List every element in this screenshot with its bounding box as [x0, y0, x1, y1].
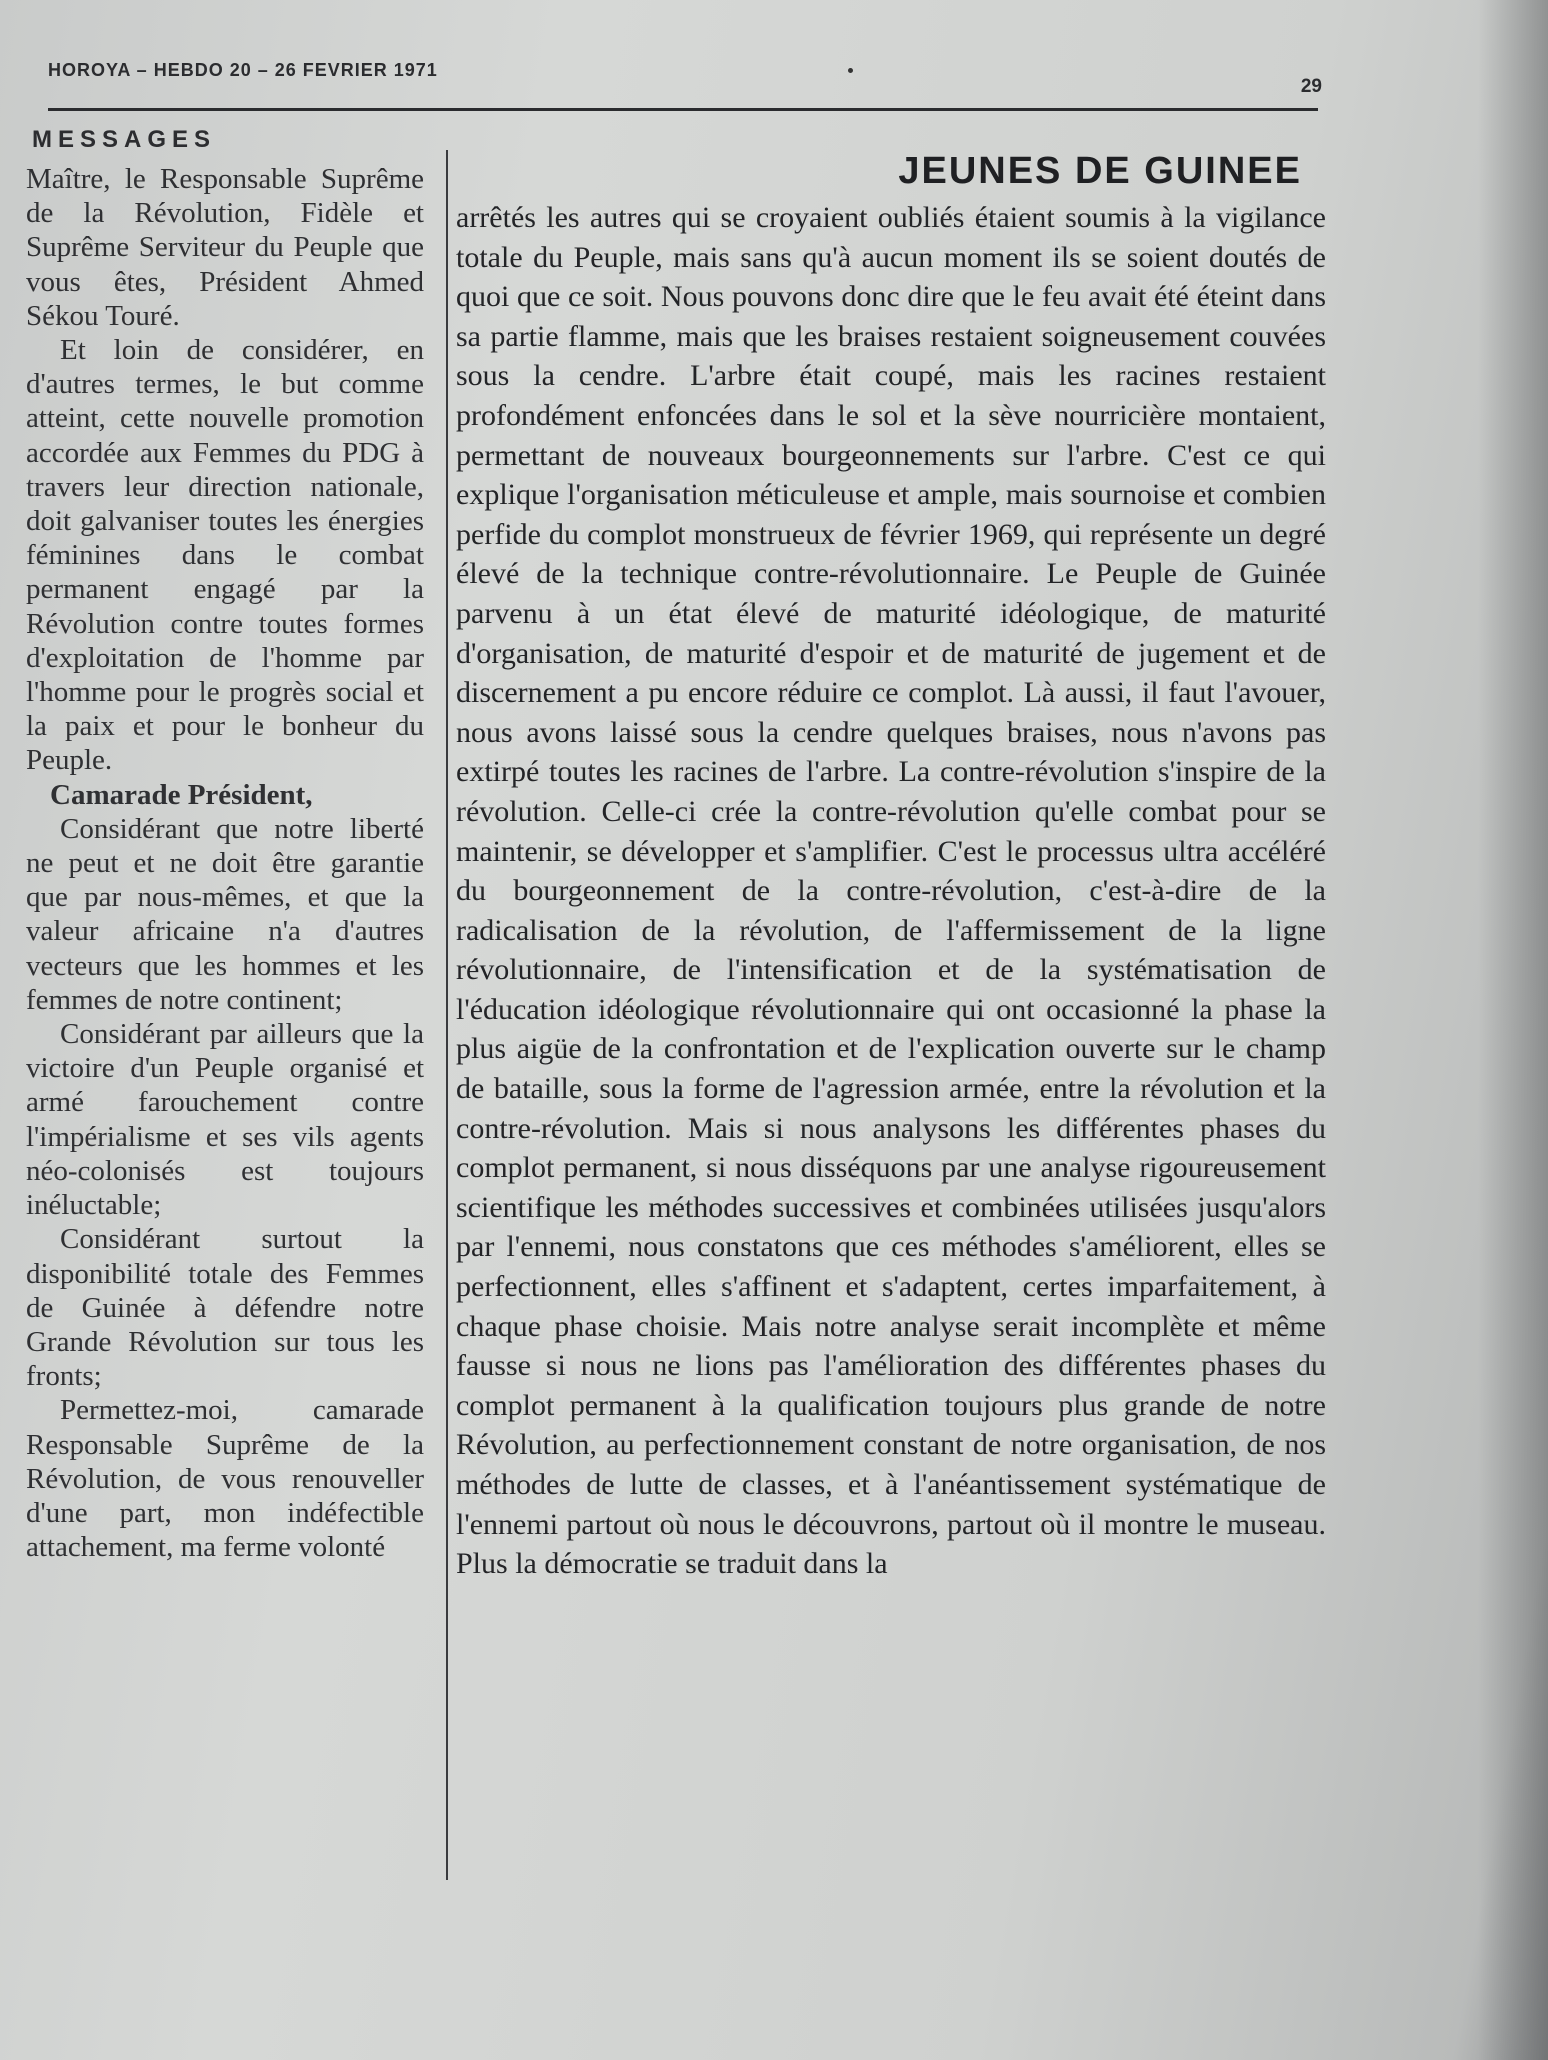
messages-title: MESSAGES [32, 126, 217, 153]
page-edge-shadow [1478, 0, 1548, 2060]
header-publication: HOROYA – HEBDO 20 – 26 FEVRIER 1971 [48, 60, 438, 80]
messages-paragraph: Permettez-moi, camarade Responsable Suprême de la Révolution, de vous renouveller d'une part, mon indéfectible attachement, ma ferme volonté [26, 1394, 424, 1564]
article-body: arrêtés les autres qui se croyaient oubliés étaient soumis à la vigilance totale du Peuple, mais sans qu'à aucun moment ils se soient doutés de quoi que ce soit. Nous pouvons donc dire que le feu avait été éteint dans sa partie flamme, mais que les braises restaient soigneusement couvées sous la cendre. L'arbre était coupé, mais les racines restaient profondément enfoncées dans le sol et la sève nourricière montaient, permettant de nouveaux bourgeonnements sur l'arbre. C'est ce qui explique l'organisation méticuleuse et ample, mais sournoise et combien perfide du complot monstrueux de février 1969, qui représente un degré élevé de la technique contre-révolutionnaire. Le Peuple de Guinée parvenu à un état élevé de maturité idéologique, de maturité d'organisation, de maturité d'espoir et de maturité de jugement et de discernement a pu encore réduire ce complot. Là aussi, il faut l'avouer, nous avons laissé sous la cendre quelques braises, nous n'avons pas extirpé toutes les racines de l'arbre. La contre-révolution s'inspire de la révolution. Celle-ci crée la contre-révolution qu'elle combat pour se maintenir, se développer et s'amplifier. C'est le processus ultra accéléré du bourgeonnement de la contre-révolution, c'est-à-dire de la radicalisation de la révolution, de l'affermissement de la ligne révolutionnaire, de l'intensification et de la systématisation de l'éducation idéologique révolutionnaire qui ont occasionné la phase la plus aigüe de la confrontation et de l'explication ouverte sur le champ de bataille, sous la forme de l'agression armée, entre la révolution et la contre-révolution. Mais si nous analysons les différentes phases du complot permanent, si nous disséquons par une analyse rigoureusement scientifique les méthodes successives et combinées utilisées jusqu'alors par l'ennemi, nous constatons que ces méthodes s'améliorent, elles se perfectionnent, elles s'affinent et s'adaptent, certes imparfaitement, à chaque phase choisie. Mais notre analyse serait incomplète et même fausse si nous ne lions pas l'amélioration des différentes phases du complot permanent à la qualification toujours plus grande de notre Révolution, au perfectionnement constant de notre organisation, de nos méthodes de lutte de classes, et à l'anéantissement systématique de l'ennemi partout où nous le découvrons, partout où il montre le museau. Plus la démocratie se traduit dans la [456, 201, 1326, 1581]
page-number: 29 [1300, 76, 1322, 97]
messages-column [26, 126, 424, 1916]
messages-paragraph: Et loin de considérer, en d'autres termes, le but comme atteint, cette nouvelle promotion accordée aux Femmes du PDG à travers leur direction nationale, doit galvaniser toutes les énergies féminines dans le combat permanent engagé par la Révolution contre toutes formes d'exploitation de l'homme par l'homme pour le progrès social et la paix et pour le bonheur du Peuple. [26, 334, 424, 777]
messages-paragraph: Considérant que notre liberté ne peut et ne doit être garantie que par nous-mêmes, et que la valeur africaine n'a d'autres vecteurs que les hommes et les femmes de notre continent; [26, 812, 424, 1016]
article-title: JEUNES DE GUINEE [898, 150, 1302, 192]
messages-salutation: Camarade Président, [50, 778, 313, 811]
messages-paragraph: Considérant surtout la disponibilité totale des Femmes de Guinée à défendre notre Grande Révolution sur tous les fronts; [26, 1223, 424, 1393]
column-divider [446, 150, 448, 1880]
messages-paragraph: Maître, le Responsable Suprême de la Révolution, Fidèle et Suprême Serviteur du Peuple que vous êtes, Président Ahmed Sékou Touré. [26, 163, 424, 332]
page-header [48, 56, 1322, 111]
article-column [456, 150, 1326, 1910]
messages-paragraph: Considérant par ailleurs que la victoire d'un Peuple organisé et armé farouchement contre l'impérialisme et ses vils agents néo-colonisés est toujours inéluctable; [26, 1018, 424, 1222]
